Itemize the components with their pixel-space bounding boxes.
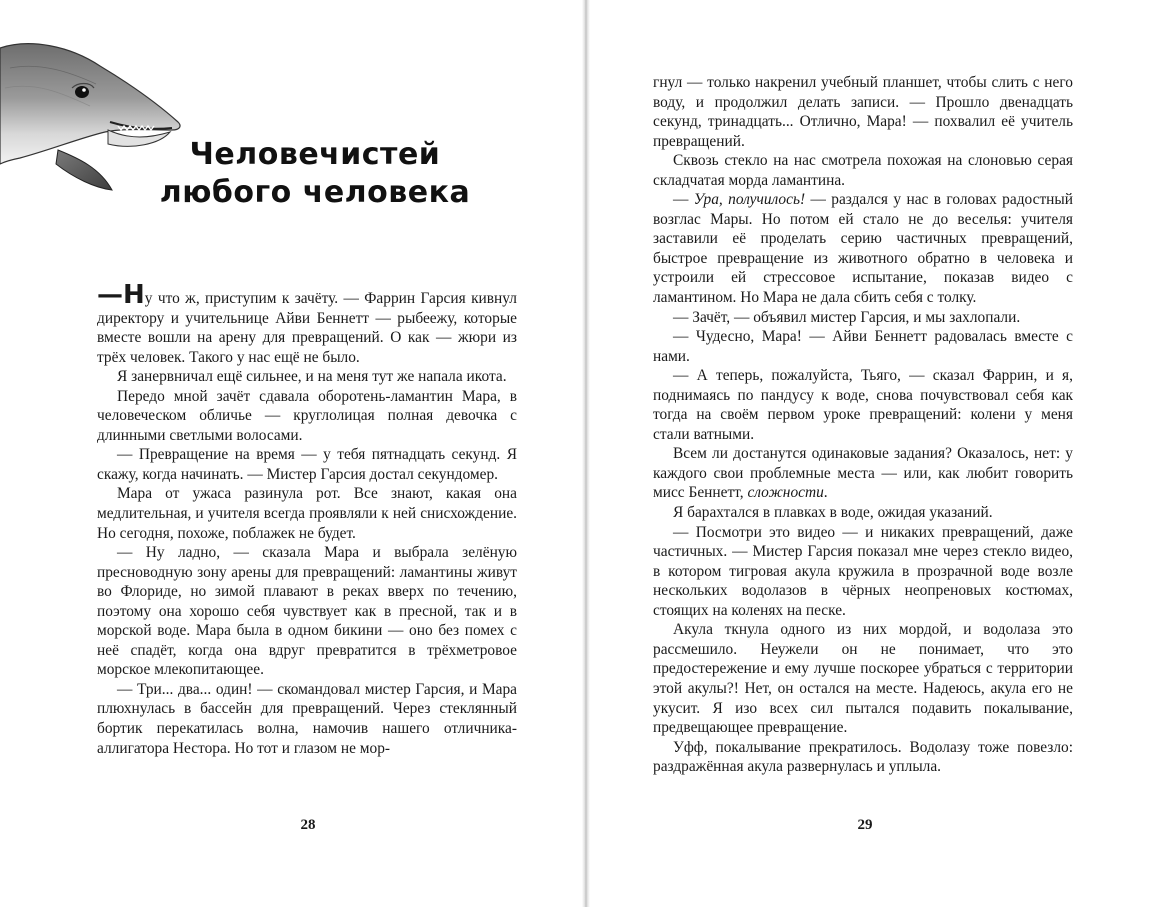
paragraph: — Превращение на время — у тебя пятнадцать секунд. Я скажу, когда начинать. — Мистер Гарсия достал секундомер. — [97, 446, 517, 483]
left-page-text — [97, 280, 517, 758]
italic-text: сложности — [747, 484, 824, 502]
paragraph: Уфф, покалывание прекратилось. Водолазу тоже повезло: раздражённая акула развернулась и уплыла. — [653, 738, 1073, 776]
paragraph: Я барахтался в плавках в воде, ожидая указаний. — [673, 504, 993, 522]
paragraph-text: — раздался у нас в головах радостный возглас Мары. Но потом ей стало не до веселья: учителя заставили её проделать серию частичных превращений, быстрое превращение из животного обратно в человека и устроили ей стрессовое испытание, показав видео с ламантином. Но Мара не дала сбить себя с толку. — [653, 191, 1073, 307]
paragraph — [97, 280, 517, 367]
paragraph: — Три... два... один! — скомандовал мистер Гарсия, и Мара плюхнулась в бассейн для превращений. Через стеклянный бортик перекатилась волна, намочив нашего отличника-аллигатора Нестора. Но тот и глазом не мор- — [97, 680, 517, 757]
left-page — [0, 0, 582, 907]
chapter-title-line-1: Человечистей — [189, 137, 441, 172]
italic-text: Ура, получилось! — [693, 191, 806, 209]
chapter-title — [150, 136, 480, 212]
page-number-right: 29 — [857, 817, 873, 833]
paragraph: Мара от ужаса разинула рот. Все знают, какая она медлительная, и учителя всегда проявляли к ней снисхождение. Но сегодня, похоже, поблажек не будет. — [97, 485, 517, 542]
page-number-left: 28 — [300, 817, 316, 833]
paragraph: Акула ткнула одного из них мордой, и водолаза это рассмешило. Неужели он не понимает, что это предостережение и ему лучше поскорее убраться с территории этой акулы?! Нет, он остался на месте. Надеюсь, акула его не укусит. Я изо всех сил пытался подавить покалывание, предвещающее превращение. — [653, 621, 1073, 737]
paragraph: Сквозь стекло на нас смотрела похожая на слоновью серая складчатая морда ламантина. — [653, 152, 1073, 189]
paragraph: Я занервничал ещё сильнее, и на меня тут же напала икота. — [117, 368, 507, 386]
drop-cap: —Н — [97, 280, 145, 310]
paragraph: — Посмотри это видео — и никаких превращений, даже частичных. — Мистер Гарсия показал мне через стекло видео, в котором тигровая акула кружила в прозрачной воде возле нескольких водолазов в чёрных неопреновых костюмах, стоящих на коленях на песке. — [653, 523, 1073, 619]
chapter-title-line-2: любого человека — [159, 175, 471, 210]
paragraph-text: Всем ли достанутся одинаковые задания? Оказалось, нет: у каждого свои проблемные места — или, как любит говорить мисс Беннетт, — [653, 445, 1073, 502]
paragraph: — А теперь, пожалуйста, Тьяго, — сказал Фаррин, и я, поднимаясь по пандусу к воде, снова почувствовал себя как тогда на своём первом уроке превращений: колени у меня стали ватными. — [653, 367, 1073, 443]
paragraph-text: . — [823, 484, 828, 502]
paragraph-text: у что ж, приступим к зачёту. — Фаррин Гарсия кивнул директору и учительнице Айви Беннетт — рыбеежу, которые вместе вошли на арену для превращений. О как — жюри из трёх человек. Такого у нас ещё не было. — [97, 290, 517, 366]
book-gutter — [582, 0, 590, 907]
paragraph-text: — — [673, 191, 694, 209]
paragraph: Передо мной зачёт сдавала оборотень-ламантин Мара, в человеческом обличье — круглолицая полная девочка с длинными светлыми волосами. — [97, 387, 517, 444]
paragraph: — Ну ладно, — сказала Мара и выбрала зелёную пресноводную зону арены для превращений: ламантины живут во Флориде, но зимой плавают в реках вверх по течению, поэтому она хорошо себя чувствует как в пресной, так и в морской воде. Мара была в одном бикини — оно без помех с неё спадёт, когда она вдруг превратится в трёхметровое морское млекопитающее. — [97, 544, 517, 679]
paragraph: — Чудесно, Мара! — Айви Беннетт радовалась вместе с нами. — [653, 328, 1073, 365]
paragraph: — Зачёт, — объявил мистер Гарсия, и мы захлопали. — [673, 308, 1021, 326]
right-page-text — [653, 73, 1073, 777]
paragraph — [653, 444, 1073, 503]
paragraph: гнул — только накренил учебный планшет, чтобы слить с него воду, и продолжил делать записи. — Прошло двенадцать секунд, тринадцать... Отлично, Мара! — похвалил её учитель превращений. — [653, 74, 1073, 150]
paragraph — [653, 190, 1073, 307]
right-page — [590, 0, 1172, 907]
